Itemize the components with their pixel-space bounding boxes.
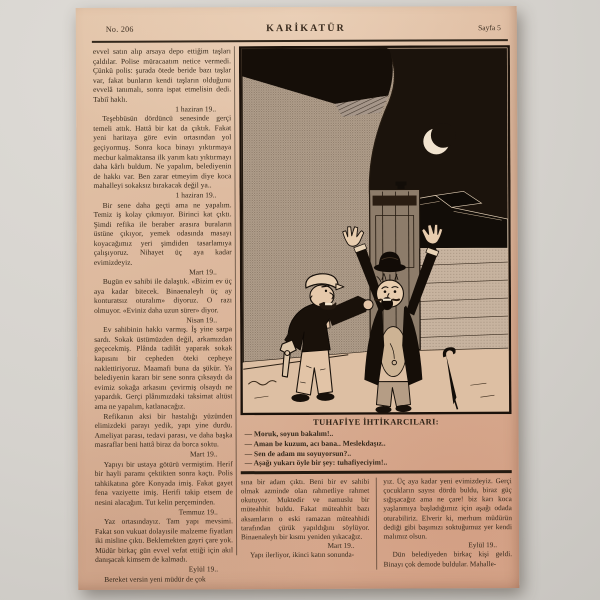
text-paragraph: Bir sene daha geçti ama ne yapalım. Temiz iş kolay çıkmıyor. Birinci kat çıktı. Şimdi refika ile beraber arasıra buraların üstüne çıkıyor, yemek odasında masayı koyacağımız yeri şimdiden tasarlamıya çalışıyoruz. Nihayet üç aya kadar evimizdeyiz. bbox=[93, 199, 232, 267]
bottom-columns bbox=[241, 477, 512, 570]
caption-dialogue bbox=[245, 428, 512, 468]
newspaper-page bbox=[76, 6, 520, 590]
text-paragraph: Teşebbüsün dördüncü senesinde gerçi temeli attık. Hattâ bir kat da çıktık. Fakat yeni haritaya göre evin ortasından yol geçiyormuş. Sonra koca binayı yıktırmaya mecbur kalmaktansa ilk yarım katı yıktırmayı daha kârlı buldum. Ne yapalım, belediyenin de hakkı var. Ben zarar etmeyim diye koca mahalleyi sokaksız bırakacak değil ya.. bbox=[93, 113, 232, 191]
caption-line: — Sen de adam mı soyuyorsun?.. bbox=[244, 448, 352, 458]
column-rule bbox=[234, 46, 237, 555]
bottom-middle-column bbox=[241, 477, 370, 570]
date-heading: Mart 19.. bbox=[327, 541, 355, 551]
caption-line: — Aşağı yukarı öyle bir şey: tuhafiyeciyim!.. bbox=[244, 458, 388, 468]
date-heading: 1 haziran 19.. bbox=[175, 190, 217, 200]
caption-line: — Aman be kuzum, acı bana.. Meslekdaşız.. bbox=[244, 438, 386, 449]
victim-shoe bbox=[375, 406, 391, 413]
text-paragraph: Yapı ilerliyor, ikinci katın sonunda- bbox=[250, 551, 355, 560]
robber-shoe bbox=[316, 393, 334, 401]
text-paragraph: Bugün ev sahibi ile dalaştık. «Bizim ev üç aya kadar bitecek. Binaenaleyh üç ay konturatsız oturalım» diyoruz. O razı olmuyor. «Eviniz daha uzun sürer» diyor. bbox=[93, 276, 233, 315]
date-heading: 1 haziran 19.. bbox=[175, 103, 217, 114]
caption-line: — Moruk, soyun bakalım!.. bbox=[244, 428, 334, 439]
text-paragraph: Ev sahibinin hakkı varmış. İş yine sarpa sardı. Sokak üstümüzden değil, arkamızdan geçecekmiş. Plânda tadilât yaparak sokak kapısını bir cepheden öteki cepheye naklettiriyoruz. Maamafi buna da şükür. Ya belediyenin kararı bir sene sonra çıksaydı da evimiz sokağa arkasını çevirmiş olsaydı ne yapardık. Gerçi plânımızdaki taksimat altüst ama ne yapalım, katlanacağız. bbox=[94, 324, 233, 411]
text-paragraph: Yapıyı bir ustaya götürü vermiştim. Herif bir hayli paramı çektikten sonra kaçtı. Polis tahkikatına göre Konyada imiş. Fakat gayet fena vaziyette imiş. Herifi takip etsem de nesini alacağım. Tut kelin perçeminden. bbox=[94, 458, 233, 507]
header-rule bbox=[92, 39, 508, 43]
date-heading: Eylül 19.. bbox=[188, 564, 219, 574]
page-header bbox=[106, 22, 501, 35]
text-paragraph: evvel satın alıp arsaya depo ettiğim taşları çaldılar. Polise müracaatım netice vermedi. Çünkü polis: şurada ötede beride bazı taşlar var, fakat bunların kendi taşların olduğunu evvelâ tanımalı, sonra ispat etmelisin dedi. Tabiî haklı. bbox=[92, 46, 232, 104]
caption-title: TUHAFİYE İHTİKARCILARI: bbox=[313, 417, 439, 427]
date-heading: Temmuz 19.. bbox=[178, 506, 218, 517]
date-heading: Eylül 19.. bbox=[468, 541, 498, 550]
left-text-column bbox=[93, 46, 233, 584]
issue-number: No. 206 bbox=[105, 24, 134, 34]
text-paragraph: Yaz ortasındayız. Tam yapı mevsimi. Fakat son vukuat dolayısile malzeme fiyatları iki misline çıktı. Beklemekten gayri çare yok. Müdür birkaç gün evvel vefat ettiği için akıl danışacak kimsem de kalmadı. bbox=[94, 516, 234, 565]
text-paragraph: Refikanın aksi bir hastalığı yüzünden elimizdeki parayı yedik, yapı yine durdu. Ameliyat parası, tedavi parası, ve daha başka masraflar beni hattâ biraz da borca soktu. bbox=[94, 410, 233, 450]
robber-shoe bbox=[291, 394, 309, 402]
masthead-title: KARİKATÜR bbox=[266, 22, 346, 35]
bottom-right-column bbox=[375, 477, 512, 570]
date-heading: Nisan 19.. bbox=[186, 314, 218, 325]
page-number: Sayfa 5 bbox=[478, 23, 501, 33]
text-paragraph: Bereket versin yeni müdür de çok bbox=[104, 574, 206, 584]
section-rule bbox=[241, 470, 512, 474]
cartoon-section bbox=[239, 45, 512, 570]
date-heading: Mart 19.. bbox=[189, 267, 217, 277]
date-heading: Mart 19.. bbox=[189, 449, 218, 459]
victim-shoe bbox=[395, 405, 411, 412]
text-paragraph: yız. Üç aya kadar yeni evimizdeyiz. Gerçi çocukların sayısı dördü buldu, biraz güç sığışacağız ama ne çare! biz karı koca yaşlanmıya başladığımız için aşağı odada oturabiliriz. Elverir ki, merhum müdürün dediği gibi başımızı soktuğumuz yer kendi malımız olsun. bbox=[383, 476, 513, 541]
robber-fist bbox=[363, 300, 373, 310]
text-paragraph: Dün belediyeden birkaç kişi geldi. Binayı çok demode buldular. Mahalle- bbox=[383, 550, 513, 569]
text-paragraph: sına bir adam çıktı. Beni bir ev sahibi olmak azminde olan rahmetliye rahmet okutuyor. Muktedir ve namuslu bir müteahhit buldu. Fakat müteahhit bazı aksamların o eski ramazan müteahhidi tarafından çürük yapıldığını söylüyor. Binaenaleyh bir kısmı yeniden yıkacağız. bbox=[240, 477, 370, 542]
cartoon-illustration bbox=[239, 45, 512, 415]
